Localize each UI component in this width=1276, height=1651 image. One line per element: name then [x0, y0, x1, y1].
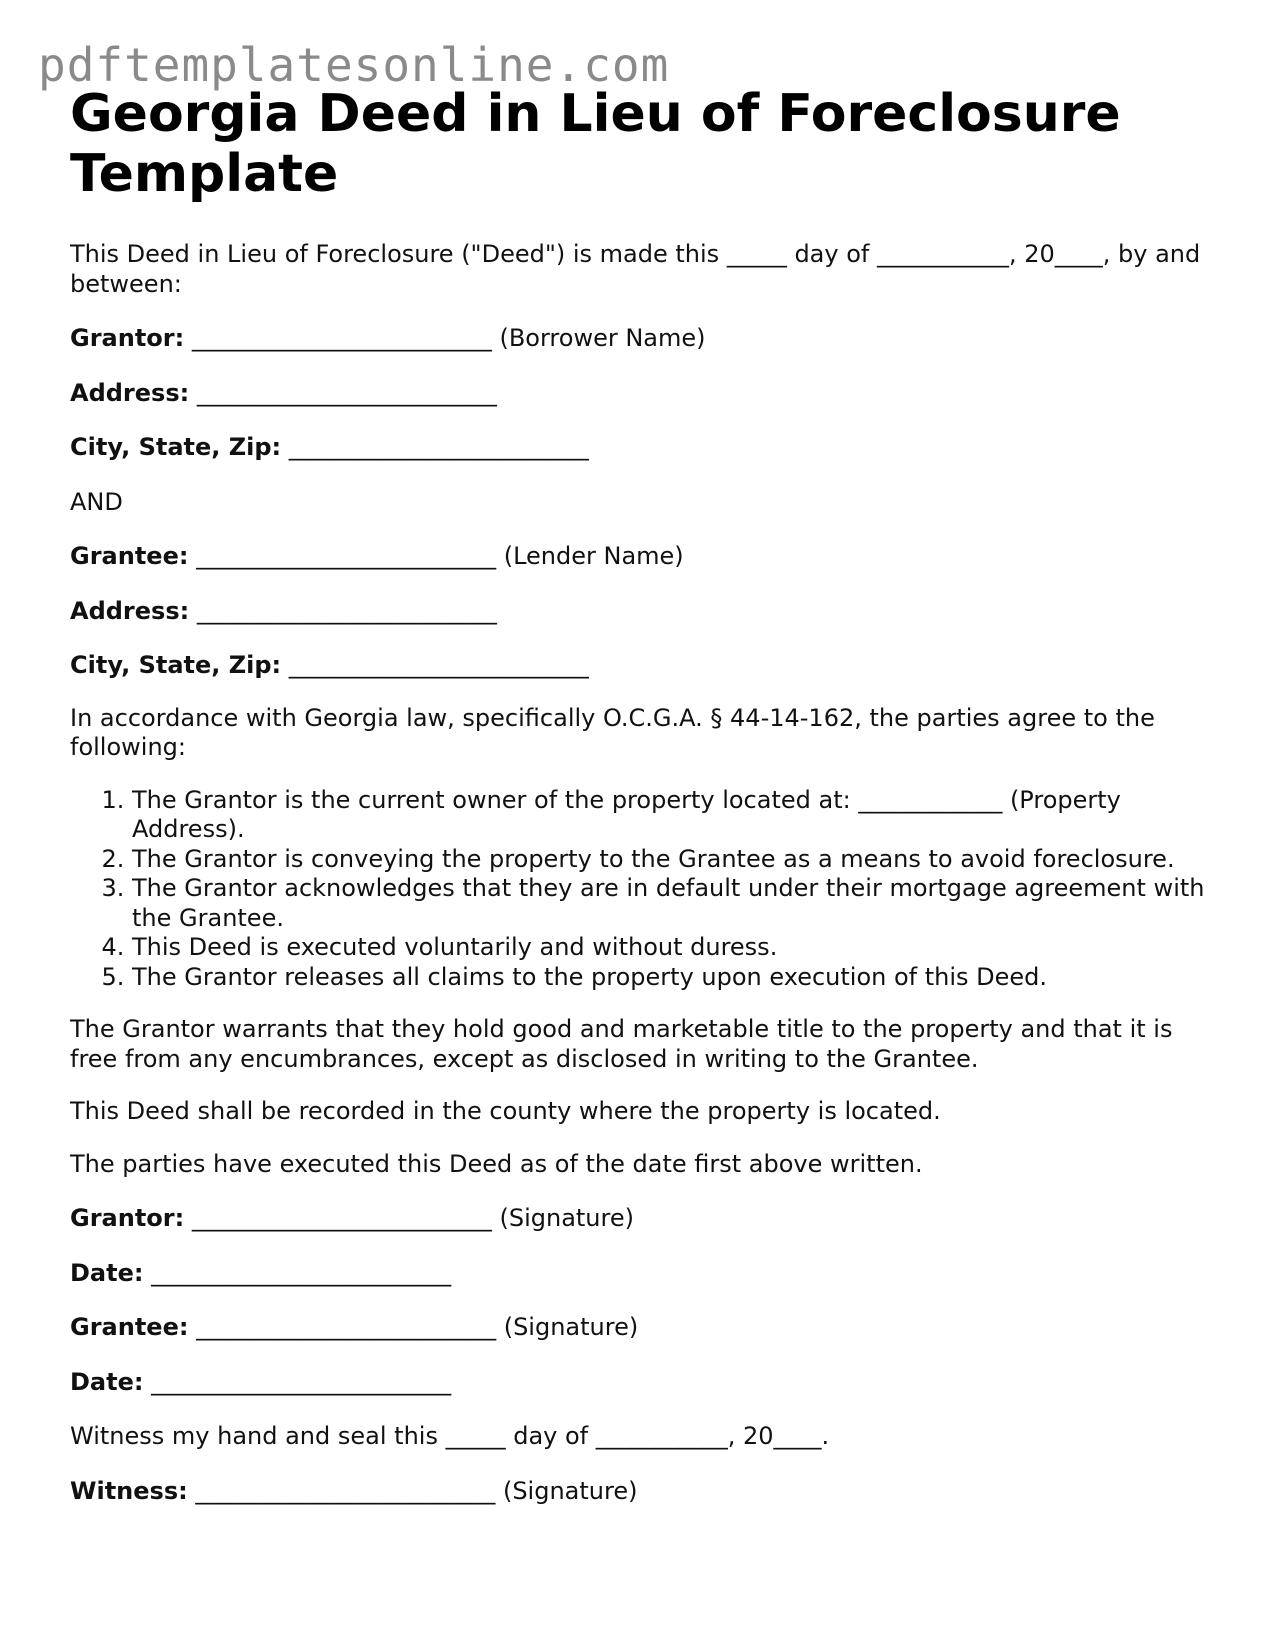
document-page [70, 84, 1210, 1506]
intro-paragraph: This Deed in Lieu of Foreclosure ("Deed") is made this _____ day of ___________, 20____, by and between: [70, 240, 1201, 298]
page-title: Georgia Deed in Lieu of Foreclosure Template [70, 84, 1121, 204]
grantee-signature-field[interactable] [70, 1313, 1210, 1343]
witness-signature-blank: _________________________ (Signature) [187, 1476, 638, 1505]
grantee-address-field[interactable] [70, 597, 1210, 627]
grantee-signature-blank: _________________________ (Signature) [188, 1313, 639, 1341]
grantee-city-field[interactable] [70, 651, 1210, 681]
grantor-name-blank: _________________________ (Borrower Name) [184, 324, 706, 352]
grantor-city-field[interactable] [70, 433, 1210, 463]
list-item: 2. The Grantor is conveying the property to the Grantee as a means to avoid foreclosure. [132, 845, 1210, 875]
grantee-date-field[interactable] [70, 1368, 1210, 1398]
execution-paragraph: The parties have executed this Deed as of the date first above written. [70, 1149, 923, 1178]
grantor-date-blank: _________________________ [143, 1258, 452, 1287]
grantee-name-field[interactable] [70, 542, 1210, 572]
grantor-date-field[interactable] [70, 1259, 1210, 1289]
grantor-address-blank: _________________________ [189, 378, 497, 407]
grantor-signature-field[interactable] [70, 1204, 1210, 1234]
and-separator: AND [70, 487, 123, 516]
list-item: 5. The Grantor releases all claims to the property upon execution of this Deed. [132, 963, 1210, 993]
grantee-city-label: City, State, Zip: [70, 651, 282, 679]
grantee-city-blank: _________________________ [281, 651, 589, 679]
grantor-city-label: City, State, Zip: [70, 433, 282, 461]
terms-list [70, 786, 1210, 993]
grantor-name-label: Grantor: [70, 324, 185, 352]
grantee-date-label: Date: [70, 1367, 144, 1396]
list-item: 1. The Grantor is the current owner of the property located at: ____________ (Property Address). [132, 786, 1210, 845]
list-item: 3. The Grantor acknowledges that they are in default under their mortgage agreement with the Grantee. [132, 874, 1210, 933]
grantee-date-blank: _________________________ [143, 1367, 452, 1396]
grantor-city-blank: _________________________ [281, 433, 589, 461]
list-item: 4. This Deed is executed voluntarily and without duress. [132, 933, 1210, 963]
grantor-signature-label: Grantor: [70, 1204, 185, 1232]
grantee-name-blank: _________________________ (Lender Name) [188, 542, 684, 570]
grantee-address-blank: _________________________ [189, 596, 497, 625]
witness-signature-field[interactable] [70, 1477, 1210, 1507]
witness-paragraph: Witness my hand and seal this _____ day of ___________, 20____. [70, 1422, 830, 1450]
warranty-paragraph: The Grantor warrants that they hold good and marketable title to the property and that it is free from any encumbrances, except as disclosed in writing to the Grantee. [70, 1015, 1173, 1073]
grantor-address-field[interactable] [70, 379, 1210, 409]
grantee-name-label: Grantee: [70, 542, 189, 570]
grantee-address-label: Address: [70, 596, 190, 625]
grantor-signature-blank: _________________________ (Signature) [184, 1204, 634, 1232]
grantee-signature-label: Grantee: [70, 1313, 189, 1341]
grantor-address-label: Address: [70, 378, 190, 407]
recording-paragraph: This Deed shall be recorded in the county where the property is located. [70, 1097, 941, 1125]
witness-signature-label: Witness: [70, 1476, 188, 1505]
watermark-text: pdftemplatesonline.com [38, 38, 670, 92]
grantor-name-field[interactable] [70, 324, 1210, 354]
grantor-date-label: Date: [70, 1258, 144, 1287]
law-paragraph: In accordance with Georgia law, specifically O.C.G.A. § 44-14-162, the parties agree to the following: [70, 703, 1155, 761]
